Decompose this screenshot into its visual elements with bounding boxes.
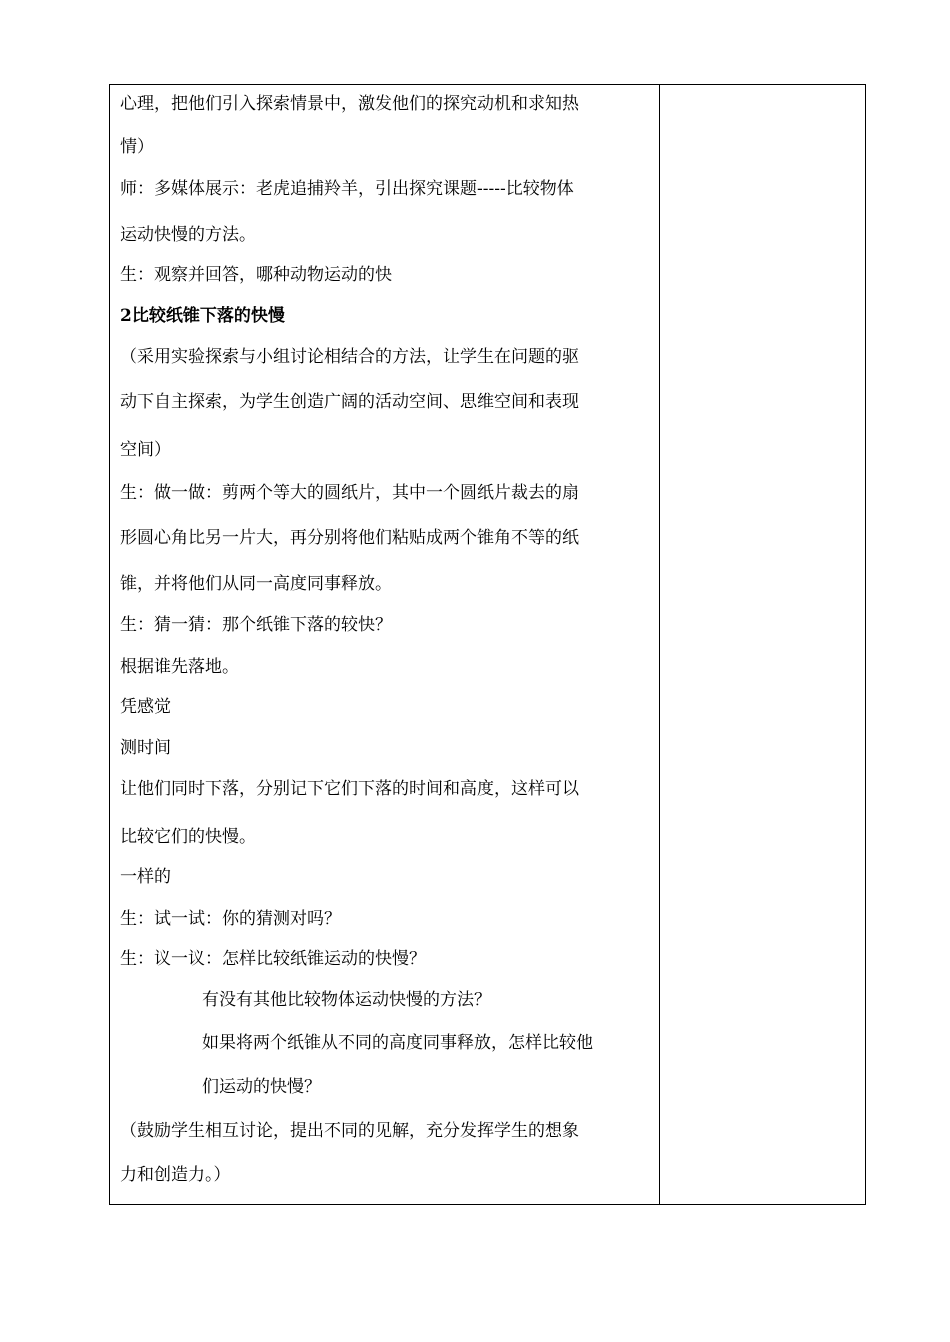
text-line: 力和创造力。）: [120, 1165, 231, 1185]
text-line: 让他们同时下落，分别记下它们下落的时间和高度，这样可以: [120, 779, 579, 799]
text-line: 生：观察并回答，哪种动物运动的快: [120, 265, 392, 285]
text-line: 动下自主探索，为学生创造广阔的活动空间、思维空间和表现: [120, 392, 579, 412]
text-line: 锥，并将他们从同一高度同事释放。: [120, 574, 392, 594]
text-line: 师：多媒体展示：老虎追捕羚羊，引出探究课题-----比较物体: [120, 179, 574, 199]
text-line: 如果将两个纸锥从不同的高度同事释放，怎样比较他: [202, 1033, 593, 1053]
notes-cell: [660, 85, 865, 1204]
text-line: 根据谁先落地。: [120, 657, 239, 677]
text-line: 生：猜一猜：那个纸锥下落的较快？: [120, 615, 392, 635]
text-line: 们运动的快慢？: [202, 1077, 321, 1097]
text-line: 空间）: [120, 440, 171, 460]
text-line: （鼓励学生相互讨论，提出不同的见解，充分发挥学生的想象: [120, 1121, 579, 1141]
lesson-table: [109, 84, 866, 1205]
text-line: 生：试一试：你的猜测对吗？: [120, 909, 341, 929]
section-heading: 2比较纸锥下落的快慢: [120, 306, 285, 326]
text-line: 生：议一议：怎样比较纸锥运动的快慢？: [120, 949, 426, 969]
text-line: 形圆心角比另一片大，再分别将他们粘贴成两个锥角不等的纸: [120, 528, 579, 548]
text-line: （采用实验探索与小组讨论相结合的方法，让学生在问题的驱: [120, 347, 579, 367]
text-line: 运动快慢的方法。: [120, 225, 256, 245]
text-line: 心理，把他们引入探索情景中，激发他们的探究动机和求知热: [120, 94, 579, 114]
text-line: 生：做一做：剪两个等大的圆纸片，其中一个圆纸片裁去的扇: [120, 483, 579, 503]
text-line: 一样的: [120, 867, 171, 887]
text-line: 比较它们的快慢。: [120, 827, 256, 847]
text-line: 测时间: [120, 738, 171, 758]
text-line: 情）: [120, 137, 154, 157]
text-line: 有没有其他比较物体运动快慢的方法？: [202, 990, 491, 1010]
text-line: 凭感觉: [120, 697, 171, 717]
